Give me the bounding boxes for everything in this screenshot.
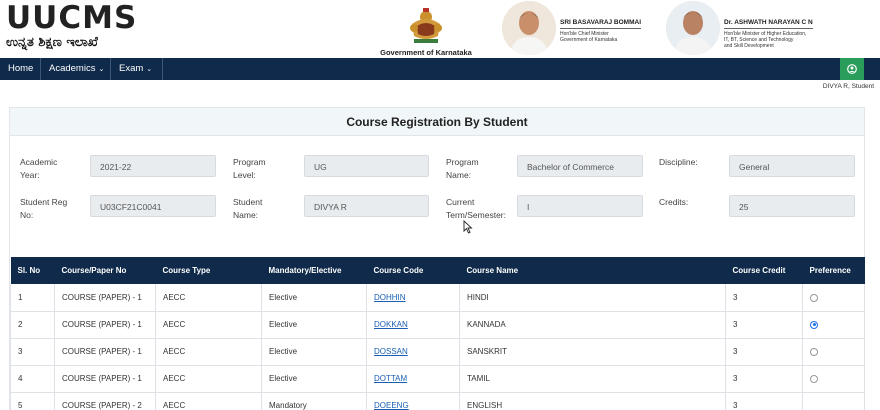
discipline-field: General bbox=[729, 155, 855, 177]
course-code-link[interactable]: DOEENG bbox=[374, 401, 409, 410]
cell-course-credit: 3 bbox=[726, 365, 803, 392]
course-code-link[interactable]: DOSSAN bbox=[374, 347, 408, 356]
cell-course-code bbox=[367, 338, 460, 365]
logged-in-user-label: DIVYA R, Student bbox=[822, 83, 874, 90]
cell-sl-no: 5 bbox=[11, 392, 55, 410]
chief-minister-role: Hon'ble Chief Minister Government of Karnataka bbox=[560, 31, 618, 43]
col-header-course-credit: Course Credit bbox=[726, 257, 803, 284]
minister-role: Hon'ble Minister of Higher Education, IT, BT, Science and Technology and Skill Development bbox=[724, 31, 807, 49]
cell-course-paper-no: COURSE (PAPER) - 1 bbox=[55, 284, 156, 311]
cell-course-paper-no: COURSE (PAPER) - 2 bbox=[55, 392, 156, 410]
cell-mandatory-elective: Elective bbox=[262, 284, 367, 311]
cell-course-paper-no: COURSE (PAPER) - 1 bbox=[55, 365, 156, 392]
course-table bbox=[10, 257, 865, 410]
user-profile-button[interactable] bbox=[840, 58, 864, 80]
cell-course-name: KANNADA bbox=[460, 311, 726, 338]
cell-course-type: AECC bbox=[156, 284, 262, 311]
cell-course-type: AECC bbox=[156, 338, 262, 365]
cell-course-code bbox=[367, 392, 460, 410]
table-row bbox=[11, 365, 865, 392]
col-header-course-code: Course Code bbox=[367, 257, 460, 284]
student-name-field: DIVYA R bbox=[304, 195, 429, 217]
academic-year-label: Academic Year: bbox=[20, 157, 58, 180]
table-row bbox=[11, 338, 865, 365]
chief-minister-name: SRI BASAVARAJ BOMMAI bbox=[560, 19, 641, 29]
cell-mandatory-elective: Mandatory bbox=[262, 392, 367, 410]
student-name-label: Student Name: bbox=[233, 197, 263, 220]
credits-field: 25 bbox=[729, 195, 855, 217]
cell-course-type: AECC bbox=[156, 311, 262, 338]
cell-course-name: HINDI bbox=[460, 284, 726, 311]
cell-sl-no: 3 bbox=[11, 338, 55, 365]
user-icon bbox=[847, 64, 857, 74]
col-header-sl-no: Sl. No bbox=[11, 257, 55, 284]
table-row bbox=[11, 284, 865, 311]
program-name-field: Bachelor of Commerce bbox=[517, 155, 643, 177]
course-code-link[interactable]: DOTTAM bbox=[374, 374, 408, 383]
cell-preference bbox=[803, 284, 865, 311]
cell-mandatory-elective: Elective bbox=[262, 338, 367, 365]
minister-photo bbox=[666, 1, 720, 55]
cell-course-type: AECC bbox=[156, 392, 262, 410]
cell-mandatory-elective: Elective bbox=[262, 311, 367, 338]
student-reg-no-field: U03CF21C0041 bbox=[90, 195, 216, 217]
cell-mandatory-elective: Elective bbox=[262, 365, 367, 392]
logo-title: UUCMS bbox=[6, 0, 138, 36]
cell-course-code bbox=[367, 365, 460, 392]
course-code-link[interactable]: DOHHIN bbox=[374, 292, 406, 302]
preference-radio[interactable] bbox=[810, 348, 818, 356]
card-title: Course Registration By Student bbox=[10, 108, 864, 136]
cell-preference bbox=[803, 338, 865, 365]
course-code-link[interactable]: DOKKAN bbox=[374, 320, 408, 329]
minister-name: Dr. ASHWATH NARAYAN C N bbox=[724, 19, 813, 29]
nav-academics-dropdown[interactable]: Academics ⌄ bbox=[41, 58, 111, 80]
cell-preference bbox=[803, 365, 865, 392]
logo-subtitle: ಉನ್ನತ ಶಿಕ್ಷಣ ಇಲಾಖೆ bbox=[6, 35, 98, 50]
cell-sl-no: 4 bbox=[11, 365, 55, 392]
preference-radio[interactable] bbox=[810, 375, 818, 383]
cell-sl-no: 2 bbox=[11, 311, 55, 338]
government-label: Government of Karnataka bbox=[380, 48, 472, 57]
mouse-cursor-icon bbox=[463, 220, 473, 234]
program-level-field: UG bbox=[304, 155, 429, 177]
cell-preference bbox=[803, 392, 865, 410]
cell-preference bbox=[803, 311, 865, 338]
cell-course-code bbox=[367, 311, 460, 338]
uucms-logo[interactable] bbox=[6, 2, 137, 51]
cell-course-credit: 3 bbox=[726, 284, 803, 311]
chevron-down-icon: ⌄ bbox=[98, 66, 105, 73]
cell-course-credit: 3 bbox=[726, 392, 803, 410]
nav-exam-dropdown[interactable]: Exam ⌄ bbox=[111, 58, 163, 80]
chief-minister-photo bbox=[502, 1, 556, 55]
cell-course-name: TAMIL bbox=[460, 365, 726, 392]
chevron-down-icon: ⌄ bbox=[146, 66, 153, 73]
academic-year-field: 2021-22 bbox=[90, 155, 216, 177]
credits-label: Credits: bbox=[659, 197, 689, 207]
program-name-label: Program Name: bbox=[446, 157, 479, 180]
cell-course-name: ENGLISH bbox=[460, 392, 726, 410]
karnataka-emblem-icon bbox=[404, 4, 448, 46]
student-reg-no-label: Student Reg No: bbox=[20, 197, 68, 220]
col-header-preference: Preference bbox=[803, 257, 865, 284]
preference-radio[interactable] bbox=[810, 294, 818, 302]
preference-radio[interactable] bbox=[810, 321, 818, 329]
main-navbar bbox=[0, 58, 880, 80]
col-header-mandatory-elective: Mandatory/Elective bbox=[262, 257, 367, 284]
cell-course-code bbox=[367, 284, 460, 311]
table-header-row bbox=[11, 257, 865, 284]
current-term-label: Current Term/Semester: bbox=[446, 197, 506, 220]
table-row bbox=[11, 392, 865, 410]
cell-course-name: SANSKRIT bbox=[460, 338, 726, 365]
cell-sl-no: 1 bbox=[11, 284, 55, 311]
col-header-course-type: Course Type bbox=[156, 257, 262, 284]
cell-course-type: AECC bbox=[156, 365, 262, 392]
discipline-label: Discipline: bbox=[659, 157, 698, 167]
table-row bbox=[11, 311, 865, 338]
cell-course-credit: 3 bbox=[726, 311, 803, 338]
current-term-field: I bbox=[517, 195, 643, 217]
program-level-label: Program Level: bbox=[233, 157, 266, 180]
cell-course-paper-no: COURSE (PAPER) - 1 bbox=[55, 311, 156, 338]
cell-course-paper-no: COURSE (PAPER) - 1 bbox=[55, 338, 156, 365]
government-emblem-block bbox=[378, 4, 474, 57]
col-header-course-paper-no: Course/Paper No bbox=[55, 257, 156, 284]
nav-home[interactable]: Home bbox=[0, 58, 41, 80]
site-header bbox=[0, 0, 880, 58]
col-header-course-name: Course Name bbox=[460, 257, 726, 284]
cell-course-credit: 3 bbox=[726, 338, 803, 365]
